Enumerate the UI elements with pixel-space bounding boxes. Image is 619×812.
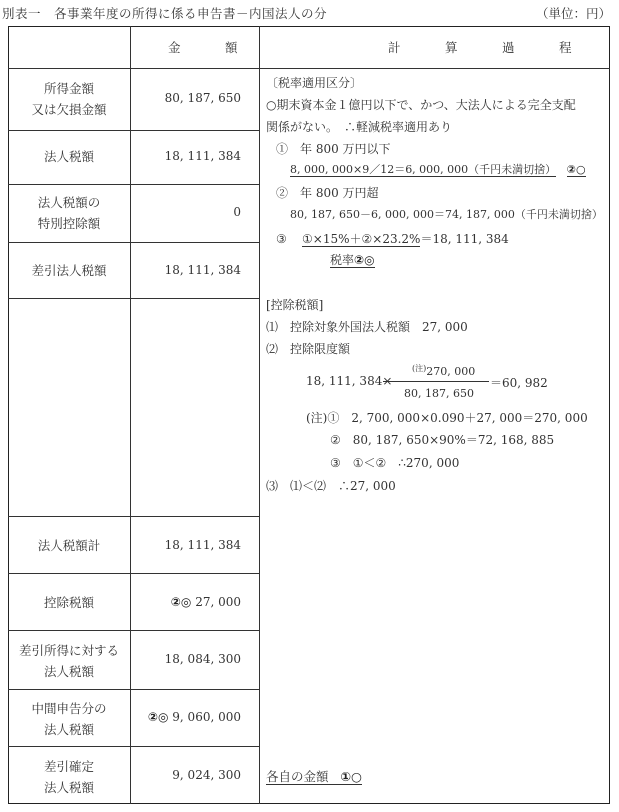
fraction-denominator: 80, 187, 650 <box>404 387 474 400</box>
row-divider <box>8 689 259 690</box>
fraction-result: ＝60, 982 <box>490 376 548 390</box>
row-label-tax-on-income: 差引所得に対する 法人税額 <box>18 643 119 679</box>
amount-net-tax: 18, 111, 384 <box>164 263 241 277</box>
deduction-item-2: ⑵ 控除限度額 <box>266 342 351 356</box>
item1-calc: 8, 000, 000×9／12＝6, 000, 000（千円未満切捨） ②○ <box>290 163 586 176</box>
amount-special-deduction: 0 <box>233 205 241 219</box>
tax-rate-note-1: ○期末資本金１億円以下で、かつ、大法人による完全支配 <box>266 98 576 112</box>
column-divider-1 <box>130 26 131 804</box>
row-label-corporate-tax: 法人税額 <box>43 149 94 164</box>
score-mark: ②◎ <box>354 253 375 267</box>
score-mark: ①○ <box>340 769 362 784</box>
amount-corporate-tax: 18, 111, 384 <box>164 149 241 163</box>
score-mark: ②◎ <box>147 710 169 724</box>
fraction-multiplicand: 18, 111, 384× <box>306 374 393 388</box>
row-label-final-tax: 差引確定 法人税額 <box>43 759 94 795</box>
deduction-item-3: ⑶ ⑴＜⑵ ∴27, 000 <box>266 479 396 493</box>
row-label-net-tax: 差引法人税額 <box>31 263 107 278</box>
note-3: ③ ①＜② ∴270, 000 <box>330 456 460 470</box>
process-column-header: 計 算 過 程 <box>388 40 588 55</box>
tax-rate-note-2: 関係がない。 ∴軽減税率適用あり <box>266 120 453 134</box>
row-label-tax-total: 法人税額計 <box>37 538 101 553</box>
amount-final-tax: 9, 024, 300 <box>172 768 241 782</box>
item1-label: ① 年 800 万円以下 <box>276 142 391 156</box>
note-1: (注)① 2, 700, 000×0.090＋27, 000＝270, 000 <box>306 411 588 425</box>
tax-rate-heading: 〔税率適用区分〕 <box>266 76 363 90</box>
amount-deduction: ②◎ 27, 000 <box>170 595 241 609</box>
amount-interim-tax: ②◎ 9, 060, 000 <box>147 710 241 724</box>
fraction-bar <box>383 381 489 382</box>
row-label-interim-tax: 中間申告分の 法人税額 <box>31 701 107 737</box>
item3-calc: ③ ①×15%＋②×23.2%＝18, 111, 384 <box>276 232 509 246</box>
amount-income: 80, 187, 650 <box>164 91 241 105</box>
row-label-deduction: 控除税額 <box>43 595 94 610</box>
item2-calc: 80, 187, 650－6, 000, 000＝74, 187, 000（千円未満切捨） <box>290 208 603 221</box>
row-divider <box>8 516 259 517</box>
row-label-income: 所得金額 又は欠損金額 <box>31 81 107 117</box>
row-divider <box>8 746 259 747</box>
amount-column-header: 金 額 <box>168 40 254 55</box>
score-mark: ②○ <box>566 163 586 176</box>
deduction-heading: [控除税額] <box>266 298 324 312</box>
row-divider <box>8 298 259 299</box>
deduction-item-1: ⑴ 控除対象外国法人税額 27, 000 <box>266 320 468 334</box>
row-divider <box>8 630 259 631</box>
fraction-numerator: $^{(注)}$270, 000 <box>412 364 476 378</box>
row-divider <box>8 130 259 131</box>
row-divider <box>8 184 259 185</box>
header-divider <box>8 68 610 69</box>
amount-tax-on-income: 18, 084, 300 <box>164 652 241 666</box>
note-2: ② 80, 187, 650×90%＝72, 168, 885 <box>330 433 555 447</box>
row-label-special-deduction: 法人税額の 特別控除額 <box>37 195 101 231</box>
score-mark: ②◎ <box>170 595 192 609</box>
row-divider <box>8 573 259 574</box>
amount-tax-total: 18, 111, 384 <box>164 538 241 552</box>
item2-label: ② 年 800 万円超 <box>276 186 379 200</box>
item3-rate: 税率②◎ <box>330 253 375 267</box>
document-title: 別表一 各事業年度の所得に係る申告書－内国法人の分 <box>2 6 328 21</box>
footer-note: 各自の金額 ①○ <box>266 769 362 784</box>
unit-label: （単位：円） <box>535 6 611 21</box>
row-divider <box>8 242 259 243</box>
column-divider-2 <box>259 26 260 804</box>
